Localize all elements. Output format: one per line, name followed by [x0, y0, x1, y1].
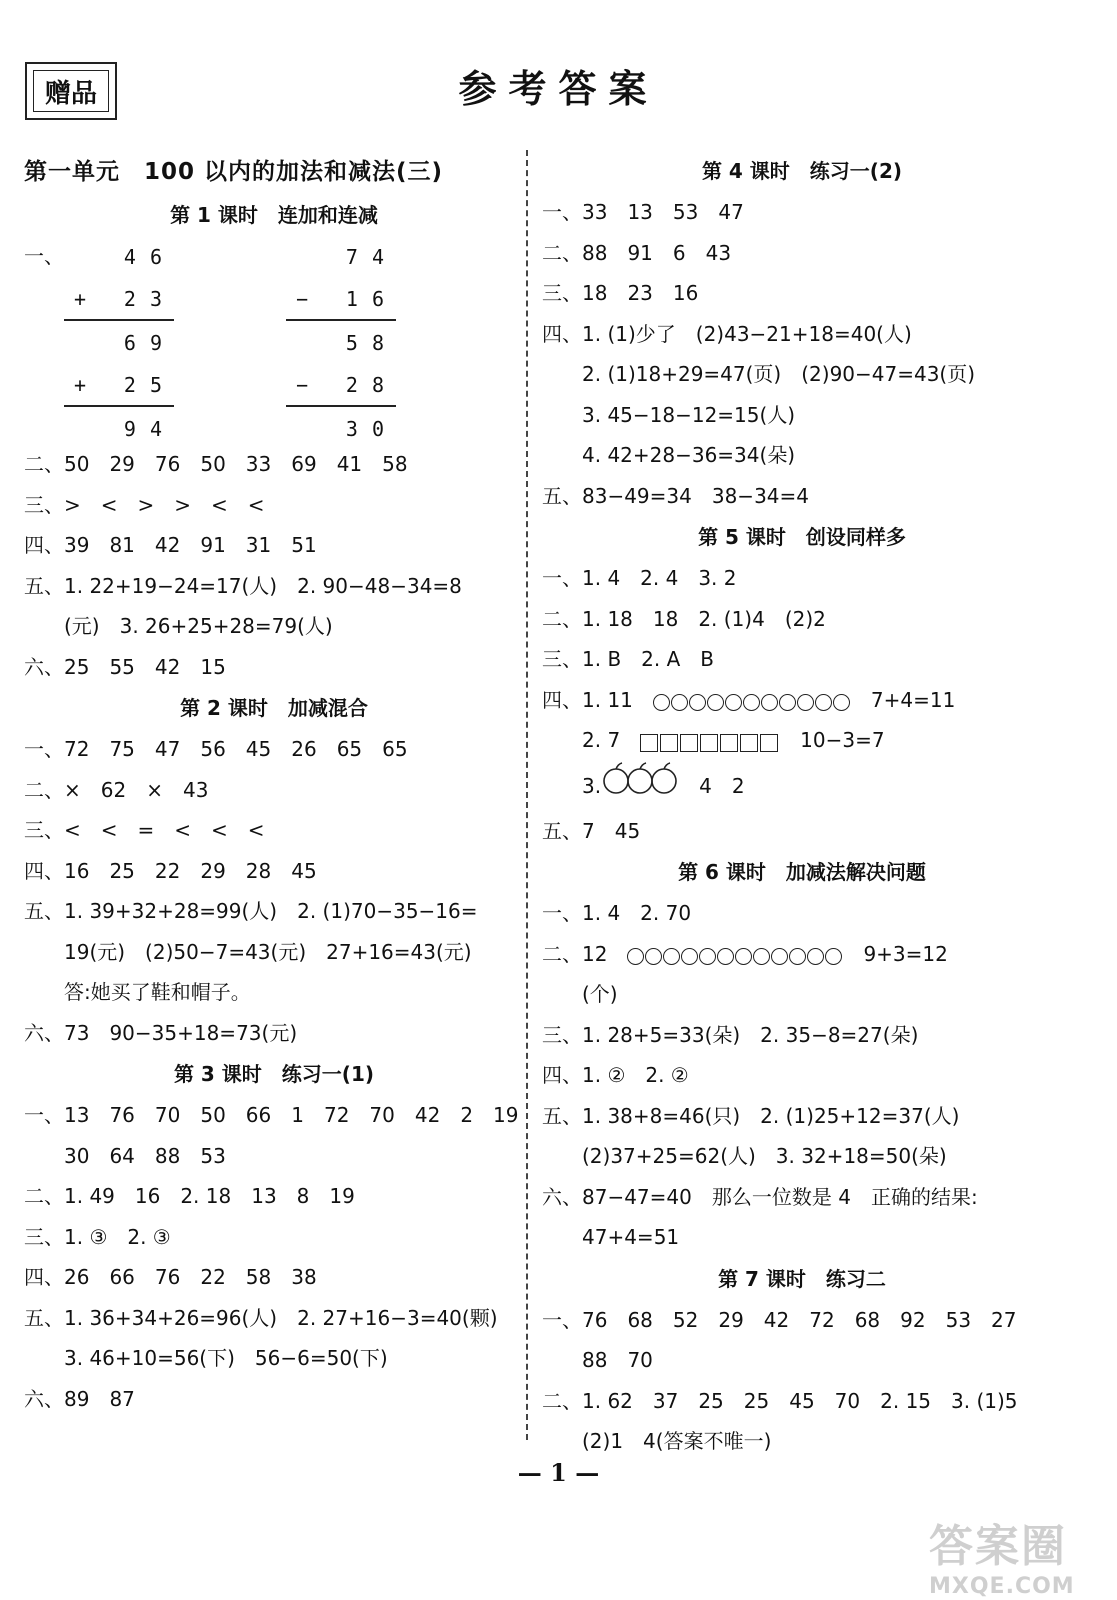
calc-number: 23: [123, 287, 176, 311]
circle-shape: [653, 694, 670, 711]
circle-shape: [725, 694, 742, 711]
square-shape: [720, 734, 738, 752]
watermark-logo: [929, 1510, 1099, 1599]
answer-text: 3.: [582, 773, 602, 798]
answer-line: 一、1. 4 2. 4 3. 2: [542, 566, 737, 590]
answer-line: 三、< < = < < <: [24, 818, 265, 842]
answer-line: 2. (1)18+29=47(页) (2)90−47=43(页): [582, 362, 976, 386]
answer-line: 五、83−49=34 38−34=4: [542, 483, 810, 508]
circle-shape: [743, 694, 760, 711]
square-shape: [760, 734, 778, 752]
page-title: 参考答案: [458, 67, 659, 111]
answer-line: 一、72 75 47 56 45 26 65 65: [24, 737, 408, 761]
calc-number: 94: [123, 417, 176, 441]
answer-line: 一、1. 4 2. 70: [542, 901, 692, 925]
answer-line: 四、26 66 76 22 58 38: [24, 1265, 317, 1289]
lesson-6-heading: 第 6 课时 加减法解决问题: [678, 860, 926, 884]
apple-icon: [601, 761, 679, 813]
answer-text: 10−3=7: [800, 728, 885, 752]
circle-shape: [627, 948, 644, 965]
circle-shape: [671, 694, 688, 711]
answer-line: 一、13 76 70 50 66 1 72 70 42 2 19: [24, 1103, 519, 1127]
circle-shape: [689, 694, 706, 711]
answer-text: 7+4=11: [870, 687, 956, 712]
answer-line: (2)1 4(答案不唯一): [582, 1429, 772, 1453]
calc-number: 28: [345, 373, 398, 397]
calc-operator: −: [296, 287, 309, 311]
answer-line: 六、25 55 42 15: [24, 654, 226, 679]
circle-shape: [815, 694, 832, 711]
answer-line: 二、1. 49 16 2. 18 13 8 19: [24, 1184, 355, 1208]
answer-line: 五、1. 38+8=46(只) 2. (1)25+12=37(人): [542, 1103, 960, 1128]
calc-number: 30: [345, 417, 398, 441]
answer-text: 2. 7: [582, 728, 621, 752]
circle-shape: [779, 694, 796, 711]
lesson-1-heading: 第 1 课时 连加和连减: [170, 203, 378, 227]
answer-line: (个): [582, 982, 618, 1006]
answer-line: 三、1. ③ 2. ③: [24, 1224, 171, 1249]
answer-line-circles: [542, 680, 1062, 721]
calc-number: 69: [123, 331, 176, 355]
lesson-5-heading: 第 5 课时 创设同样多: [698, 525, 906, 549]
answer-line-circles: [542, 934, 1062, 975]
answer-line: 19(元) (2)50−7=43(元) 27+16=43(元): [64, 939, 472, 964]
answer-line: 3. 45−18−12=15(人): [582, 402, 796, 427]
square-shape: [700, 734, 718, 752]
gift-badge: 赠品: [25, 62, 117, 120]
calc-number: 58: [345, 331, 398, 355]
circle-shape: [645, 948, 662, 965]
circle-shape: [735, 948, 752, 965]
vertical-calc-a: [64, 236, 194, 450]
column-divider: [526, 150, 528, 1440]
answer-line: 四、1. ② 2. ②: [542, 1063, 689, 1087]
answer-line: (2)37+25=62(人) 3. 32+18=50(朵): [582, 1144, 947, 1168]
lesson-4-heading: 第 4 课时 练习一(2): [701, 159, 903, 183]
vertical-calc-b: [286, 236, 416, 450]
answer-line: 二、× 62 × 43: [24, 777, 209, 802]
answer-line: 一、76 68 52 29 42 72 68 92 53 27: [542, 1307, 1017, 1332]
answer-line: 三、> < > > < <: [24, 492, 265, 517]
right-column: [542, 150, 1062, 1462]
left-column: [24, 150, 524, 1419]
answer-line: 三、1. 28+5=33(朵) 2. 35−8=27(朵): [542, 1022, 919, 1047]
lesson-2-heading: 第 2 课时 加减混合: [180, 696, 368, 720]
answer-line: 二、50 29 76 50 33 69 41 58: [24, 452, 408, 476]
answer-line: 88 70: [582, 1348, 653, 1372]
answer-line: 二、1. 18 18 2. (1)4 (2)2: [542, 606, 826, 631]
answer-line: 四、39 81 42 91 31 51: [24, 533, 317, 557]
circle-shape: [663, 948, 680, 965]
circle-shape: [717, 948, 734, 965]
circle-shape: [761, 694, 778, 711]
circle-shape: [753, 948, 770, 965]
square-shape: [680, 734, 698, 752]
answer-line: 五、1. 39+32+28=99(人) 2. (1)70−35−16=: [24, 899, 478, 923]
answer-line: 二、1. 62 37 25 25 45 70 2. 15 3. (1)5: [542, 1388, 1018, 1413]
answer-line: 答:她买了鞋和帽子。: [64, 980, 251, 1004]
answer-text: 四、1. 11: [542, 687, 633, 712]
calc-operator: −: [296, 373, 309, 397]
calc-number: 16: [345, 287, 398, 311]
answer-text: 二、12: [542, 941, 608, 966]
answer-line: 六、89 87: [24, 1386, 135, 1411]
answer-line: 二、88 91 6 43: [542, 240, 732, 265]
circle-shape: [771, 948, 788, 965]
circle-shape: [681, 948, 698, 965]
answer-line-squares: [542, 720, 1062, 761]
calc-operator: +: [74, 287, 87, 311]
answer-line: 47+4=51: [582, 1225, 680, 1249]
calc-operator: +: [74, 373, 87, 397]
answer-line: 30 64 88 53: [64, 1143, 226, 1168]
circle-shape: [789, 948, 806, 965]
square-row: [640, 721, 780, 762]
answer-text: 4 2: [699, 773, 745, 798]
square-shape: [640, 734, 658, 752]
circle-row: [653, 681, 851, 722]
answer-line-apples: [542, 761, 1062, 811]
answer-line: 五、7 45: [542, 818, 641, 843]
unit-title: 第一单元 100 以内的加法和减法(三): [24, 159, 444, 185]
square-shape: [660, 734, 678, 752]
answer-line: 4. 42+28−36=34(朵): [582, 443, 796, 467]
circle-shape: [707, 694, 724, 711]
square-shape: [740, 734, 758, 752]
circle-shape: [825, 948, 842, 965]
page-number: — 1 —: [517, 1458, 600, 1487]
answer-text: 9+3=12: [863, 941, 948, 966]
circle-row: [627, 935, 843, 976]
answer-line: 一、33 13 53 47: [542, 200, 744, 224]
answer-line: 3. 46+10=56(下) 56−6=50(下): [64, 1346, 388, 1370]
answer-line: (元) 3. 26+25+28=79(人): [64, 614, 333, 638]
watermark-url: MXQE.COM: [929, 1574, 1075, 1599]
watermark-text: 答案圈: [929, 1521, 1067, 1572]
question-label: 一、: [24, 244, 64, 268]
answer-line: 六、87−47=40 那么一位数是 4 正确的结果:: [542, 1184, 978, 1209]
lesson-3-heading: 第 3 课时 练习一(1): [173, 1062, 375, 1086]
answer-line: 四、16 25 22 29 28 45: [24, 858, 317, 883]
circle-shape: [833, 694, 850, 711]
answer-line: 三、18 23 16: [542, 281, 699, 305]
answer-line: 六、73 90−35+18=73(元): [24, 1020, 298, 1045]
calc-number: 46: [123, 245, 176, 269]
circle-shape: [797, 694, 814, 711]
calc-number: 25: [123, 373, 176, 397]
circle-shape: [807, 948, 824, 965]
answer-line: 五、1. 36+34+26=96(人) 2. 27+16−3=40(颗): [24, 1305, 498, 1330]
calc-number: 74: [345, 245, 398, 269]
circle-shape: [699, 948, 716, 965]
vertical-calculations: [24, 236, 524, 444]
answer-line: 五、1. 22+19−24=17(人) 2. 90−48−34=8: [24, 573, 462, 598]
lesson-7-heading: 第 7 课时 练习二: [718, 1266, 886, 1291]
answer-line: 三、1. B 2. A B: [542, 647, 715, 671]
answer-line: 四、1. (1)少了 (2)43−21+18=40(人): [542, 321, 912, 346]
